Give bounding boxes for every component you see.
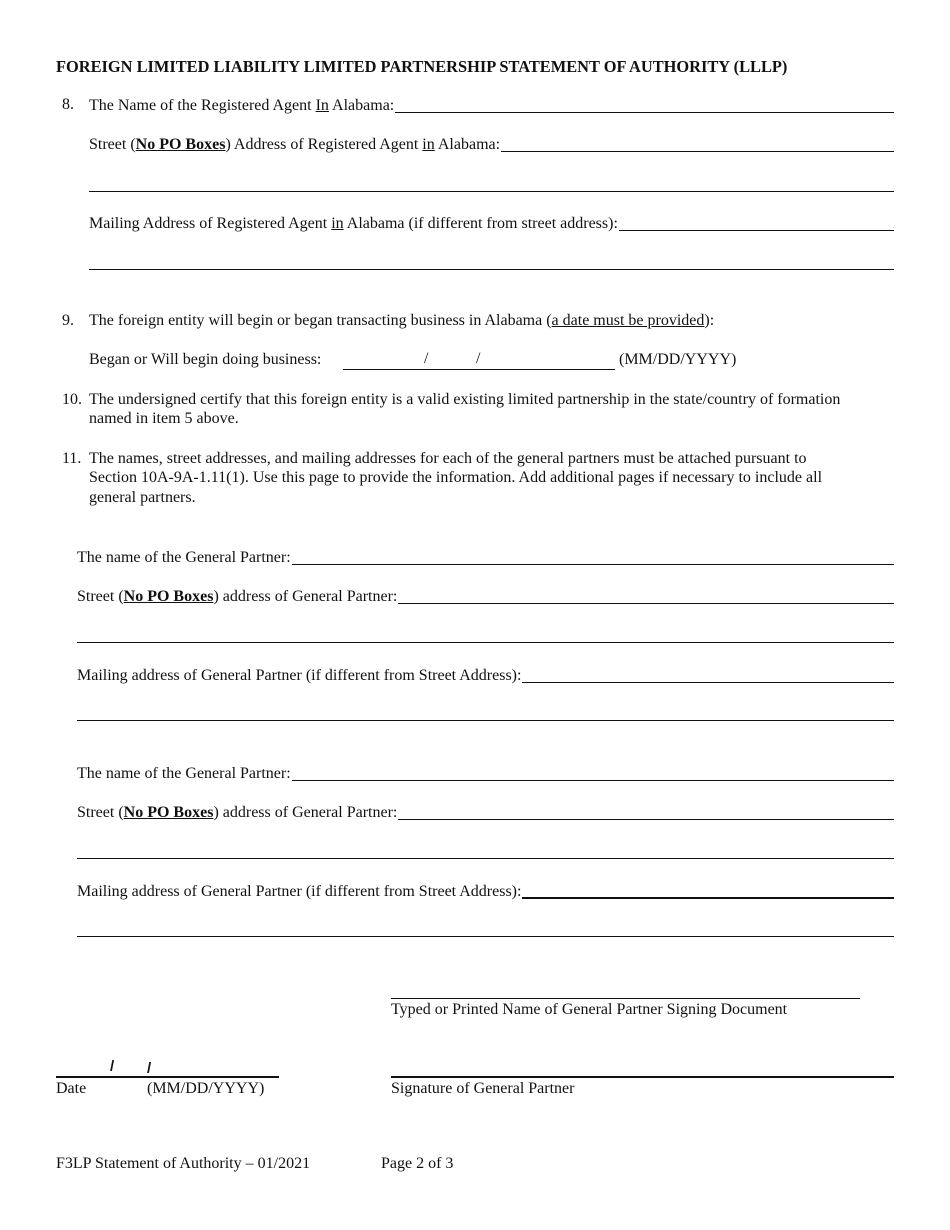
registered-agent-name-row	[89, 94, 894, 116]
partner-1-name-label: The name of the General Partner:	[77, 549, 291, 566]
sign-date-label: Date	[56, 1080, 87, 1097]
partner-1-mailing-label: Mailing address of General Partner (if different from Street Address):	[77, 667, 522, 684]
item-10-number: 10.	[62, 391, 82, 408]
registered-agent-mailing-field[interactable]	[619, 214, 894, 231]
sign-date-slash-2: /	[147, 1060, 152, 1077]
registered-agent-street-field[interactable]	[501, 135, 894, 152]
partner-2-street-row	[77, 801, 894, 823]
partner-2-name-field[interactable]	[292, 764, 894, 781]
began-business-date-field[interactable]	[343, 369, 615, 370]
partner-1-street-field[interactable]	[398, 587, 894, 604]
partner-1-street-label: Street (No PO Boxes) address of General Partner:	[77, 588, 398, 605]
registered-agent-street-field-line2[interactable]	[89, 191, 894, 192]
partner-1-street-field-line2[interactable]	[77, 642, 894, 643]
sign-date-format: (MM/DD/YYYY)	[147, 1080, 265, 1097]
item-11-line-1: The names, street addresses, and mailing addresses for each of the general partners must be attached pursuant to	[89, 450, 807, 467]
form-title: FOREIGN LIMITED LIABILITY LIMITED PARTNERSHIP STATEMENT OF AUTHORITY (LLLP)	[56, 57, 788, 76]
registered-agent-name-field[interactable]	[395, 96, 894, 113]
partner-1-mailing-field[interactable]	[522, 666, 894, 683]
item-9-number: 9.	[62, 312, 74, 329]
registered-agent-mailing-field-line2[interactable]	[89, 269, 894, 270]
registered-agent-street-label: Street (No PO Boxes) Address of Registered Agent in Alabama:	[89, 136, 501, 153]
began-business-label: Began or Will begin doing business:	[89, 351, 322, 368]
footer-page-number: Page 2 of 3	[381, 1155, 454, 1172]
item-9-text: The foreign entity will begin or began transacting business in Alabama (a date must be provided):	[89, 312, 715, 329]
sign-date-slash-1: /	[110, 1058, 115, 1075]
partner-2-name-label: The name of the General Partner:	[77, 765, 291, 782]
item-11-line-2: Section 10A-9A-1.11(1). Use this page to provide the information. Add additional pages if necessary to include all	[89, 469, 823, 486]
typed-name-label: Typed or Printed Name of General Partner Signing Document	[391, 1001, 788, 1018]
partner-2-street-field-line2[interactable]	[77, 858, 894, 859]
item-11-line-3: general partners.	[89, 489, 196, 506]
began-date-slash-2: /	[476, 350, 481, 367]
registered-agent-street-row	[89, 133, 894, 155]
partner-1-name-row	[77, 546, 894, 568]
footer-form-id: F3LP Statement of Authority – 01/2021	[56, 1155, 311, 1172]
signature-field[interactable]	[391, 1076, 894, 1078]
registered-agent-mailing-label: Mailing Address of Registered Agent in Alabama (if different from street address):	[89, 215, 618, 232]
partner-1-name-field[interactable]	[292, 548, 894, 565]
partner-2-mailing-row	[77, 880, 894, 902]
partner-1-street-row	[77, 585, 894, 607]
partner-1-mailing-field-line2[interactable]	[77, 720, 894, 721]
registered-agent-mailing-row	[89, 212, 894, 234]
partner-2-street-label: Street (No PO Boxes) address of General Partner:	[77, 804, 398, 821]
sign-date-field[interactable]	[56, 1076, 279, 1078]
partner-2-street-field[interactable]	[398, 803, 894, 820]
typed-name-field[interactable]	[391, 998, 860, 999]
partner-1-mailing-row	[77, 664, 894, 686]
item-8-number: 8.	[62, 96, 74, 113]
partner-2-mailing-label: Mailing address of General Partner (if different from Street Address):	[77, 883, 522, 900]
began-date-slash-1: /	[424, 350, 429, 367]
partner-2-name-row	[77, 762, 894, 784]
item-10-line-2: named in item 5 above.	[89, 410, 239, 427]
began-date-format: (MM/DD/YYYY)	[619, 351, 737, 368]
signature-label: Signature of General Partner	[391, 1080, 575, 1097]
registered-agent-name-label: The Name of the Registered Agent In Alabama:	[89, 97, 395, 114]
partner-2-mailing-field[interactable]	[522, 881, 894, 899]
partner-2-mailing-field-line2[interactable]	[77, 936, 894, 937]
item-11-number: 11.	[62, 450, 82, 467]
item-10-line-1: The undersigned certify that this foreign entity is a valid existing limited partnership in the state/country of formation	[89, 391, 841, 408]
